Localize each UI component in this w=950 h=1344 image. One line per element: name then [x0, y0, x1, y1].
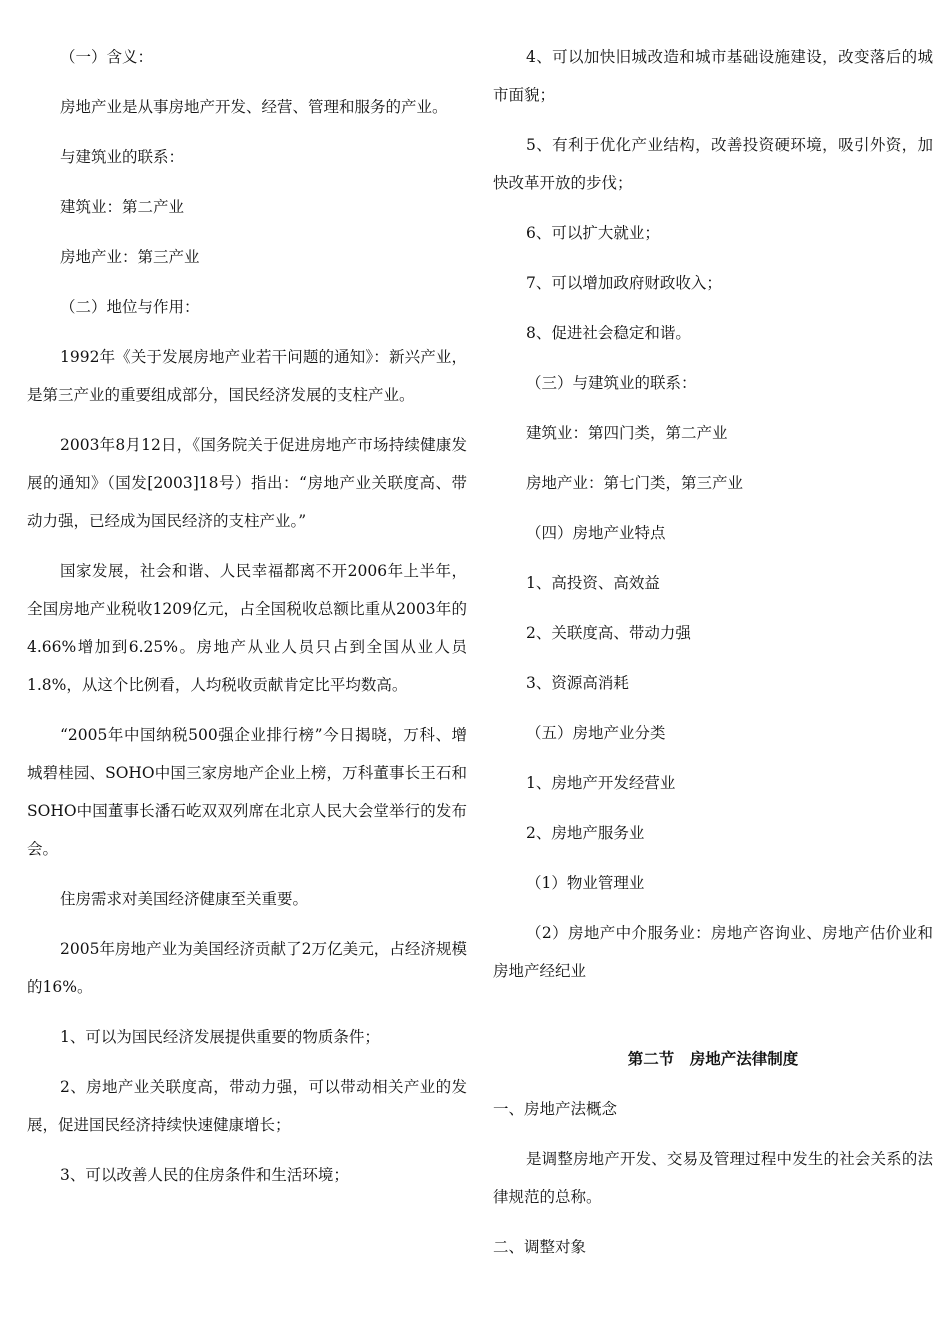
paragraph: 2005年房地产业为美国经济贡献了2万亿美元，占经济规模的16%。: [27, 940, 467, 996]
paragraph: 房地产业是从事房地产开发、经营、管理和服务的产业。: [60, 98, 448, 116]
paragraph: （一）含义：: [60, 48, 154, 66]
paragraph: （1）物业管理业: [526, 874, 645, 892]
right-column: [493, 38, 933, 1278]
paragraph: 1、房地产开发经营业: [526, 774, 676, 792]
paragraph: 建筑业：第二产业: [60, 198, 185, 216]
paragraph: 2、房地产服务业: [526, 824, 645, 842]
paragraph: 房地产业：第七门类，第三产业: [526, 474, 744, 492]
paragraph: （三）与建筑业的联系：: [526, 374, 697, 392]
paragraph: 2003年8月12日，《国务院关于促进房地产市场持续健康发展的通知》（国发[2003]18号）指出：“房地产业关联度高、带动力强，已经成为国民经济的支柱产业。”: [27, 436, 467, 530]
paragraph: 5、有利于优化产业结构，改善投资硬环境，吸引外资，加快改革开放的步伐；: [493, 136, 933, 192]
paragraph: 2、房地产业关联度高，带动力强，可以带动相关产业的发展，促进国民经济持续快速健康增长；: [27, 1078, 467, 1134]
paragraph: （五）房地产业分类: [526, 724, 666, 742]
paragraph: 6、可以扩大就业；: [526, 224, 660, 242]
paragraph: 房地产业：第三产业: [60, 248, 200, 266]
paragraph: 建筑业：第四门类，第二产业: [526, 424, 728, 442]
concept-text: 是调整房地产开发、交易及管理过程中发生的社会关系的法律规范的总称。: [493, 1150, 933, 1206]
object-heading: 二、调整对象: [493, 1238, 587, 1256]
paragraph: 7、可以增加政府财政收入；: [526, 274, 722, 292]
spacer: [493, 1002, 933, 1040]
section-title: 第二节 房地产法律制度: [627, 1049, 799, 1068]
paragraph: 1、高投资、高效益: [526, 574, 660, 592]
paragraph: 3、资源高消耗: [526, 674, 629, 692]
left-column: [27, 38, 467, 1206]
paragraph: 1992年《关于发展房地产业若干问题的通知》：新兴产业，是第三产业的重要组成部分，国民经济发展的支柱产业。: [27, 348, 467, 404]
concept-heading: 一、房地产法概念: [493, 1100, 618, 1118]
paragraph: 2、关联度高、带动力强: [526, 624, 691, 642]
paragraph: （四）房地产业特点: [526, 524, 666, 542]
paragraph: 3、可以改善人民的住房条件和生活环境；: [60, 1166, 349, 1184]
paragraph: （2）房地产中介服务业：房地产咨询业、房地产估价业和房地产经纪业: [493, 924, 933, 980]
paragraph: 1、可以为国民经济发展提供重要的物质条件；: [60, 1028, 380, 1046]
paragraph: 8、促进社会稳定和谐。: [526, 324, 691, 342]
paragraph: 住房需求对美国经济健康至关重要。: [60, 890, 309, 908]
paragraph: 4、可以加快旧城改造和城市基础设施建设，改变落后的城市面貌；: [493, 48, 933, 104]
paragraph: （二）地位与作用：: [60, 298, 200, 316]
paragraph: “2005年中国纳税500强企业排行榜”今日揭晓，万科、增城碧桂园、SOHO中国三家房地产企业上榜，万科董事长王石和SOHO中国董事长潘石屹双双列席在北京人民大会堂举行的发布会。: [27, 726, 467, 858]
paragraph: 与建筑业的联系：: [60, 148, 185, 166]
paragraph: 国家发展，社会和谐、人民幸福都离不开2006年上半年，全国房地产业税收1209亿元，占全国税收总额比重从2003年的4.66%增加到6.25%。房地产从业人员只占到全国从业人员1.8%，从这个比例看，人均税收贡献肯定比平均数高。: [27, 562, 467, 694]
